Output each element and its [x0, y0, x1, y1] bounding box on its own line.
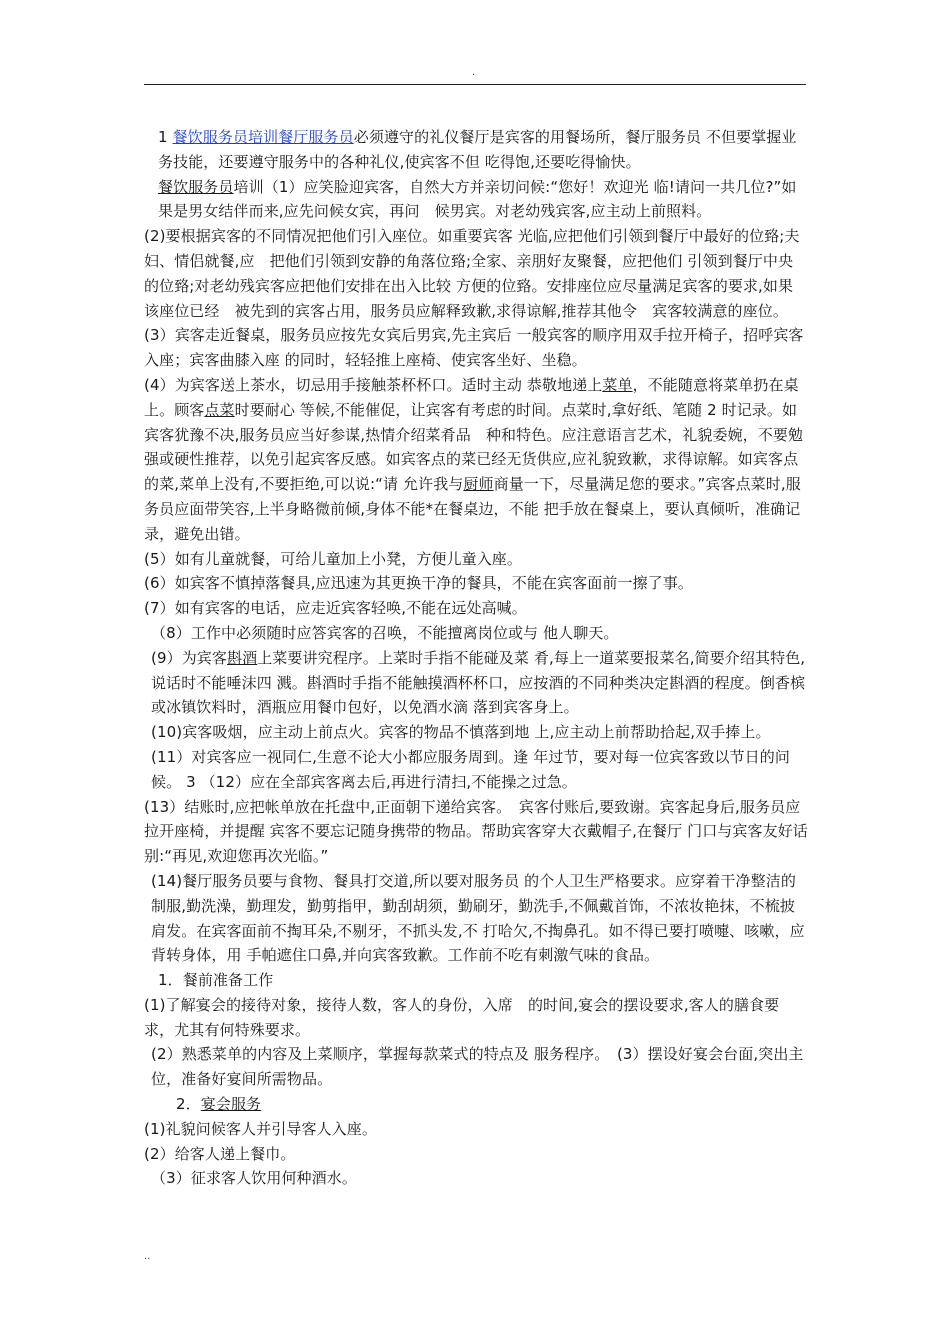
paragraph	[144, 125, 808, 175]
paragraph-text: (9）为宾客	[151, 648, 227, 667]
paragraph-text: （3）征求客人饮用何种酒水。	[151, 1169, 357, 1188]
inline-link[interactable]: 厨师	[463, 475, 494, 494]
paragraph	[144, 993, 808, 1043]
paragraph	[144, 646, 808, 720]
inline-link[interactable]: 餐饮服务员培训餐厅服务员	[172, 128, 354, 146]
paragraph	[144, 1042, 808, 1092]
paragraph	[144, 175, 808, 225]
inline-link[interactable]: 餐饮服务员	[158, 177, 234, 196]
paragraph-text: 1	[158, 128, 173, 146]
paragraph	[144, 1142, 808, 1167]
header-rule	[144, 84, 806, 85]
paragraph-text: 时要耐心 等候,不能催促，让宾客有考虑的时间。点菜时,拿好纸、笔随 2 时记录。如宾客犹豫不决,服务员应当好参谋,热情介绍菜肴品 种和特色。应注意语言艺术，礼貌委婉，不要勉强或硬性推荐，以免引起宾客反感。如宾客点的菜已经无货供应,应礼貌致歉，求得谅解。如宾客点的菜,菜单上没有,不要拒绝,可以说:“请 允许我与	[144, 400, 804, 494]
paragraph-text: (6）如宾客不慎掉落餐具,应迅速为其更换干净的餐具，不能在宾客面前一擦了事。	[144, 574, 693, 593]
paragraph-text: (2)要根据宾客的不同情况把他们引入座位。如重要宾客 光临,应把他们引领到餐厅中最好的位臵;夫妇、情侣就餐,应 把他们引领到安静的角落位臵;全家、亲朋好友聚餐，应把他们 引领到餐厅中央的位臵;对老幼残宾客应把他们安排在出入比较 方便的位臵。安排座位应尽量满足宾客的要求,如果该座位已经 被先到的宾客占用，服务员应解释致歉,求得谅解,推荐其他令 宾客较满意的座位。	[144, 227, 800, 320]
paragraph-text: (2）给客人递上餐巾。	[144, 1144, 296, 1163]
paragraph	[144, 1117, 808, 1142]
paragraph-text: (4）为宾客送上茶水，切忌用手接触茶杯杯口。适时主动 恭敬地递上	[144, 375, 603, 394]
inline-link[interactable]: 斟酒	[227, 648, 258, 667]
section-heading	[144, 1092, 808, 1117]
section-heading	[144, 968, 808, 993]
paragraph-text: 培训（1）应笑脸迎宾客，自然大方并亲切问候:“您好！欢迎光 临!请问一共几位?”如果是男女结伴而来,应先问候女宾，再问 候男宾。对老幼残宾客,应主动上前照料。	[158, 177, 797, 221]
paragraph	[144, 795, 808, 869]
header-mark: .	[472, 67, 476, 78]
paragraph-text: (11）对宾客应一视同仁,生意不论大小都应服务周到。逢 年过节，要对每一位宾客致以节日的问候。 3 （12）应在全部宾客离去后,再进行清扫,不能操之过急。	[151, 747, 790, 791]
inline-link[interactable]: 菜单	[602, 375, 633, 394]
paragraph-text: （8）工作中必须随时应答宾客的召唤，不能擅离岗位或与 他人聊天。	[151, 623, 619, 642]
paragraph	[144, 323, 808, 373]
paragraph-text: 必须遵守的礼仪餐厅是宾客的用餐场所，餐厅服务员 不但要掌握业务技能，还要遵守服务中的各种礼仪,使宾客不但 吃得饱,还要吃得愉快。	[158, 128, 797, 171]
paragraph-text: 上菜要讲究程序。上菜时手指不能碰及菜 肴,每上一道菜要报菜名,简要介绍其特色,说话时不能唾沫四 溅。斟酒时手指不能触摸酒杯杯口，应按酒的不同种类决定斟酒的程度。倒香槟或冰镇饮料时，酒瓶应用餐巾包好，以免酒水滴 落到宾客身上。	[151, 648, 806, 717]
paragraph	[144, 224, 808, 323]
paragraph-text: (7）如有宾客的电话，应走近宾客轻唤,不能在远处高喊。	[144, 599, 527, 618]
paragraph	[144, 547, 808, 572]
document-body	[144, 125, 808, 1191]
inline-link[interactable]: 宴会服务	[200, 1095, 262, 1114]
paragraph-text: (10)宾客吸烟，应主动上前点火。宾客的物品不慎落到地 上,应主动上前帮助拾起,双手捧上。	[151, 723, 771, 742]
paragraph	[144, 596, 808, 621]
paragraph	[144, 621, 808, 646]
paragraph-text: ，不能随意将菜单扔在桌上。顾客	[144, 375, 799, 419]
paragraph-text: (14)餐厅服务员要与食物、餐具打交道,所以要对服务员 的个人卫生严格要求。应穿着干净整洁的制服,勤洗澡，勤理发，勤剪指甲，勤刮胡须，勤刷牙，勤洗手,不佩戴首饰，不浓妆艳抹，不梳披肩发。在宾客面前不掏耳朵,不剔牙，不抓头发,不 打哈欠,不掏鼻孔。如不得已要打喷嚏、咳嗽，应背转身体，用 手帕遮住口鼻,并向宾客致歉。工作前不吃有刺激气味的食品。	[151, 871, 805, 965]
paragraph	[144, 745, 808, 795]
paragraph	[144, 1166, 808, 1191]
footer-mark: ..	[144, 1251, 151, 1262]
paragraph	[144, 373, 808, 547]
paragraph	[144, 571, 808, 596]
paragraph-text: (1)礼貌问候客人并引导客人入座。	[144, 1119, 377, 1138]
paragraph-text: (1)了解宴会的接待对象，接待人数，客人的身份，入席 的时间,宴会的摆设要求,客人的膳食要求，尤其有何特殊要求。	[144, 995, 780, 1039]
paragraph-text: 商量一下，尽量满足您的要求。”宾客点菜时,服 务员应面带笑容,上半身略微前倾,身体不能*在餐桌边，不能 把手放在餐桌上，要认真倾听，准确记录，避免出错。	[144, 475, 801, 543]
paragraph	[144, 720, 808, 745]
paragraph-text: (5）如有儿童就餐，可给儿童加上小凳，方便儿童入座。	[144, 549, 522, 568]
paragraph-text: (2）熟悉菜单的内容及上菜顺序，掌握每款菜式的特点及 服务程序。 (3）摆设好宴会台面,突出主位，准备好宴间所需物品。	[151, 1045, 804, 1089]
paragraph-text: 2．	[176, 1095, 201, 1114]
inline-link[interactable]: 点菜	[204, 400, 235, 419]
paragraph	[144, 869, 808, 968]
paragraph-text: 1．餐前准备工作	[158, 971, 274, 990]
paragraph-text: (13）结账时,应把帐单放在托盘中,正面朝下递给宾客。 宾客付账后,要致谢。宾客起身后,服务员应拉开座椅，并提醒 宾客不要忘记随身携带的物品。帮助宾客穿大衣戴帽子,在餐厅 门口与宾客友好话别:“再见,欢迎您再次光临。”	[144, 797, 808, 866]
paragraph-text: (3）宾客走近餐桌，服务员应按先女宾后男宾,先主宾后 一般宾客的顺序用双手拉开椅子，招呼宾客入座；宾客曲膝入座 的同时，轻轻推上座椅、使宾客坐好、坐稳。	[144, 326, 804, 370]
